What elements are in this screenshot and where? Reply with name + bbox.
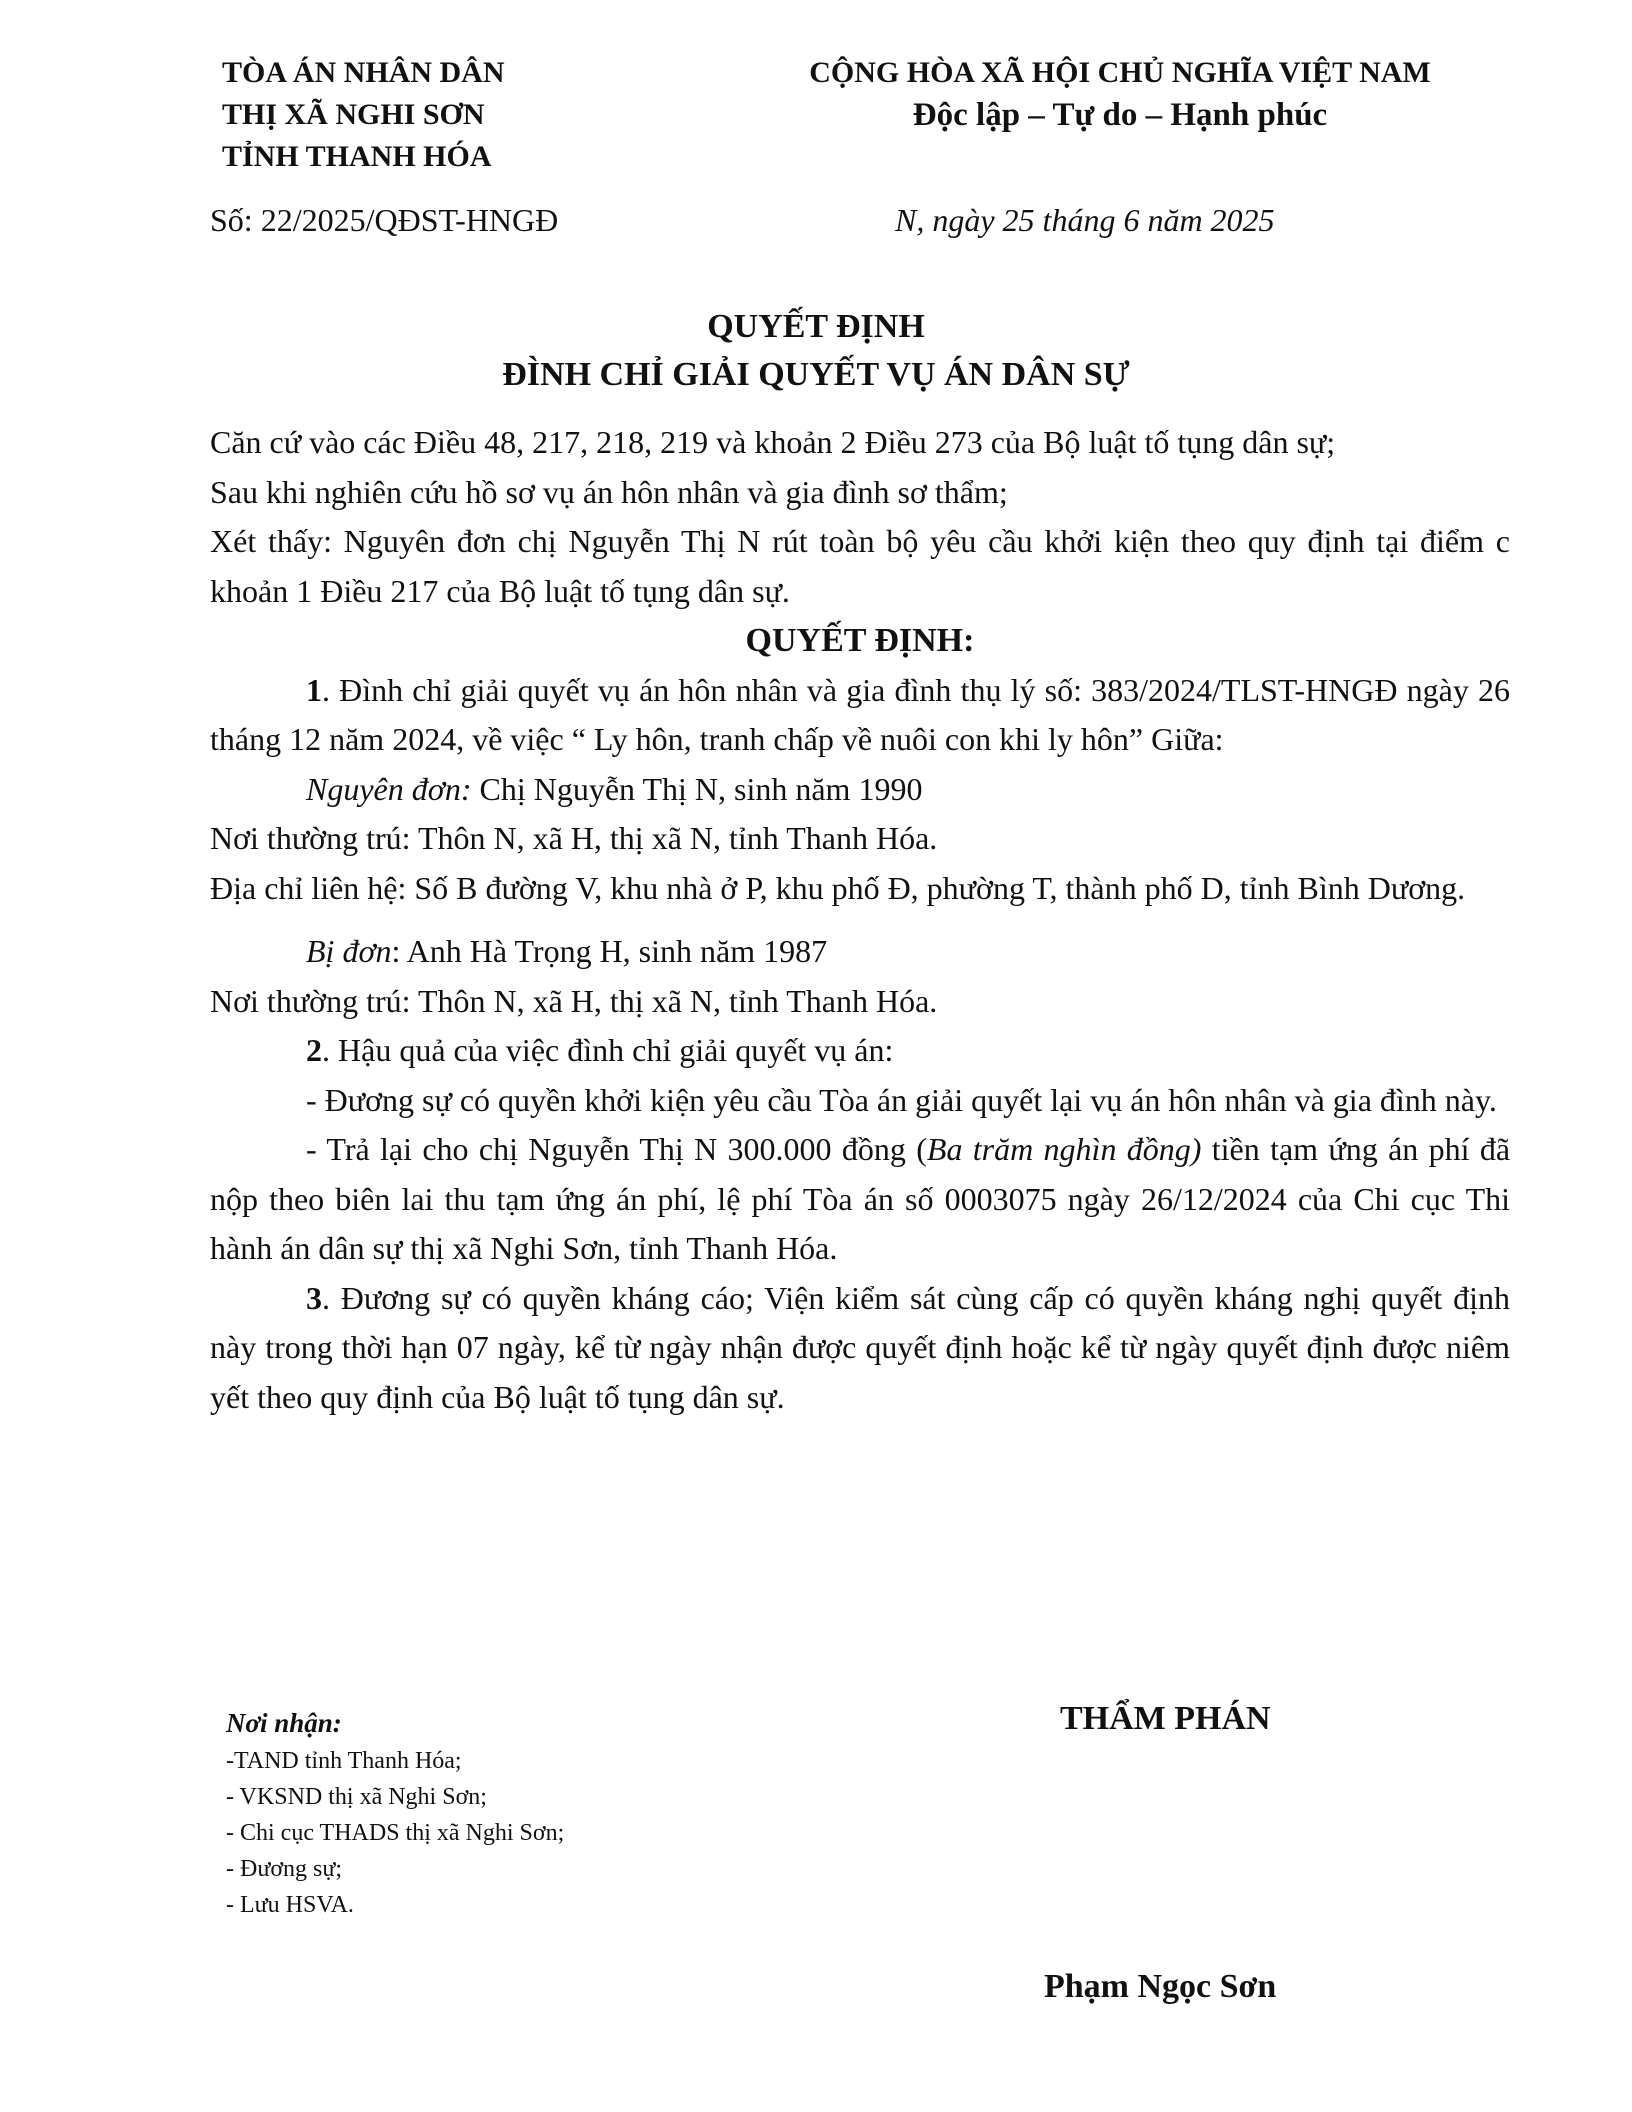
national-header [770, 52, 1470, 136]
item-number: 1 [306, 671, 322, 708]
decision-item-1 [210, 666, 1510, 765]
item-text: - Trả lại cho chị Nguyễn Thị N 300.000 đồng ( [306, 1131, 927, 1167]
recipient-item: - VKSND thị xã Nghi Sơn; [226, 1784, 487, 1810]
defendant-line [210, 927, 1510, 977]
item-text: tiền tạm ứng án phí đã nộp theo biên lai thu tạm ứng án phí, lệ phí Tòa án số 0003075 ngày 26/12/2024 của Chi cục Thi hành án dân sự thị xã Nghi Sơn, tỉnh Thanh Hóa. [210, 1131, 1511, 1266]
spacer [210, 913, 1510, 927]
plaintiff-name: Chị Nguyễn Thị N, sinh năm 1990 [471, 770, 923, 807]
court-name: TÒA ÁN NHÂN DÂN [222, 56, 505, 89]
decision-heading: QUYẾT ĐỊNH: [745, 622, 975, 659]
recipient-item: - Lưu HSVA. [226, 1892, 354, 1918]
decision-item-2a: - Đương sự có quyền khởi kiện yêu cầu Tòa án giải quyết lại vụ án hôn nhân và gia đình này. [306, 1081, 1497, 1118]
item-text: . Đình chỉ giải quyết vụ án hôn nhân và gia đình thụ lý số: 383/2024/TLST-HNGĐ ngày 26 tháng 12 năm 2024, về việc “ Ly hôn, tranh chấp về nuôi con khi ly hôn” Giữa: [210, 671, 1510, 757]
item-number: 2 [306, 1032, 322, 1068]
document-title: QUYẾT ĐỊNH [707, 308, 925, 345]
item-number: 3 [306, 1279, 322, 1316]
court-district: THỊ XÃ NGHI SƠN [222, 98, 485, 131]
signer-role: THẨM PHÁN [1060, 1700, 1271, 1737]
legal-basis-1: Căn cứ vào các Điều 48, 217, 218, 219 và khoản 2 Điều 273 của Bộ luật tố tụng dân sự; [210, 424, 1336, 460]
amount-in-words: Ba trăm nghìn đồng) [926, 1131, 1202, 1167]
defendant-name: : Anh Hà Trọng H, sinh năm 1987 [391, 933, 828, 969]
recipient-item: -TAND tỉnh Thanh Hóa; [226, 1748, 462, 1774]
decision-item-2 [210, 1026, 1510, 1076]
recipients-block [226, 1703, 564, 1923]
national-motto: Độc lập – Tự do – Hạnh phúc [912, 97, 1328, 133]
plaintiff-contact: Địa chỉ liên hệ: Số B đường V, khu nhà ở P, khu phố Đ, phường T, thành phố D, tỉnh Bình Dương. [210, 869, 1466, 906]
defendant-residence: Nơi thường trú: Thôn N, xã H, thị xã N, tỉnh Thanh Hóa. [210, 982, 938, 1019]
document-body [210, 418, 1510, 1422]
item-text: . Đương sự có quyền kháng cáo; Viện kiểm sát cùng cấp có quyền kháng nghị quyết định này trong thời hạn 07 ngày, kể từ ngày nhận được quyết định hoặc kể từ ngày quyết định được niêm yết theo quy định của Bộ luật tố tụng dân sự. [210, 1279, 1510, 1415]
legal-basis-3: Xét thấy: Nguyên đơn chị Nguyễn Thị N rút toàn bộ yêu cầu khởi kiện theo quy định tại điểm c khoản 1 Điều 217 của Bộ luật tố tụng dân sự. [210, 523, 1510, 609]
nation-name: CỘNG HÒA XÃ HỘI CHỦ NGHĨA VIỆT NAM [809, 56, 1431, 89]
document-number: Số: 22/2025/QĐST-HNGĐ [210, 202, 559, 238]
recipient-item: - Đương sự; [226, 1856, 343, 1882]
defendant-label: Bị đơn [306, 933, 392, 969]
document-date: N, ngày 25 tháng 6 năm 2025 [895, 202, 1275, 238]
court-header [222, 52, 562, 178]
decision-item-3 [210, 1274, 1510, 1423]
plaintiff-label: Nguyên đơn: [306, 770, 472, 807]
plaintiff-residence: Nơi thường trú: Thôn N, xã H, thị xã N, tỉnh Thanh Hóa. [210, 820, 938, 856]
court-province: TỈNH THANH HÓA [222, 140, 492, 173]
plaintiff-line [210, 765, 1510, 815]
legal-basis-2: Sau khi nghiên cứu hồ sơ vụ án hôn nhân và gia đình sơ thẩm; [210, 473, 1008, 510]
recipients-title: Nơi nhận: [226, 1708, 342, 1738]
recipient-item: - Chi cục THADS thị xã Nghi Sơn; [226, 1820, 565, 1846]
document-subtitle: ĐÌNH CHỈ GIẢI QUYẾT VỤ ÁN DÂN SỰ [502, 356, 1130, 393]
signer-name: Phạm Ngọc Sơn [1044, 1968, 1277, 2005]
item-text: . Hậu quả của việc đình chỉ giải quyết vụ án: [322, 1032, 894, 1068]
decision-item-2b [210, 1125, 1510, 1274]
